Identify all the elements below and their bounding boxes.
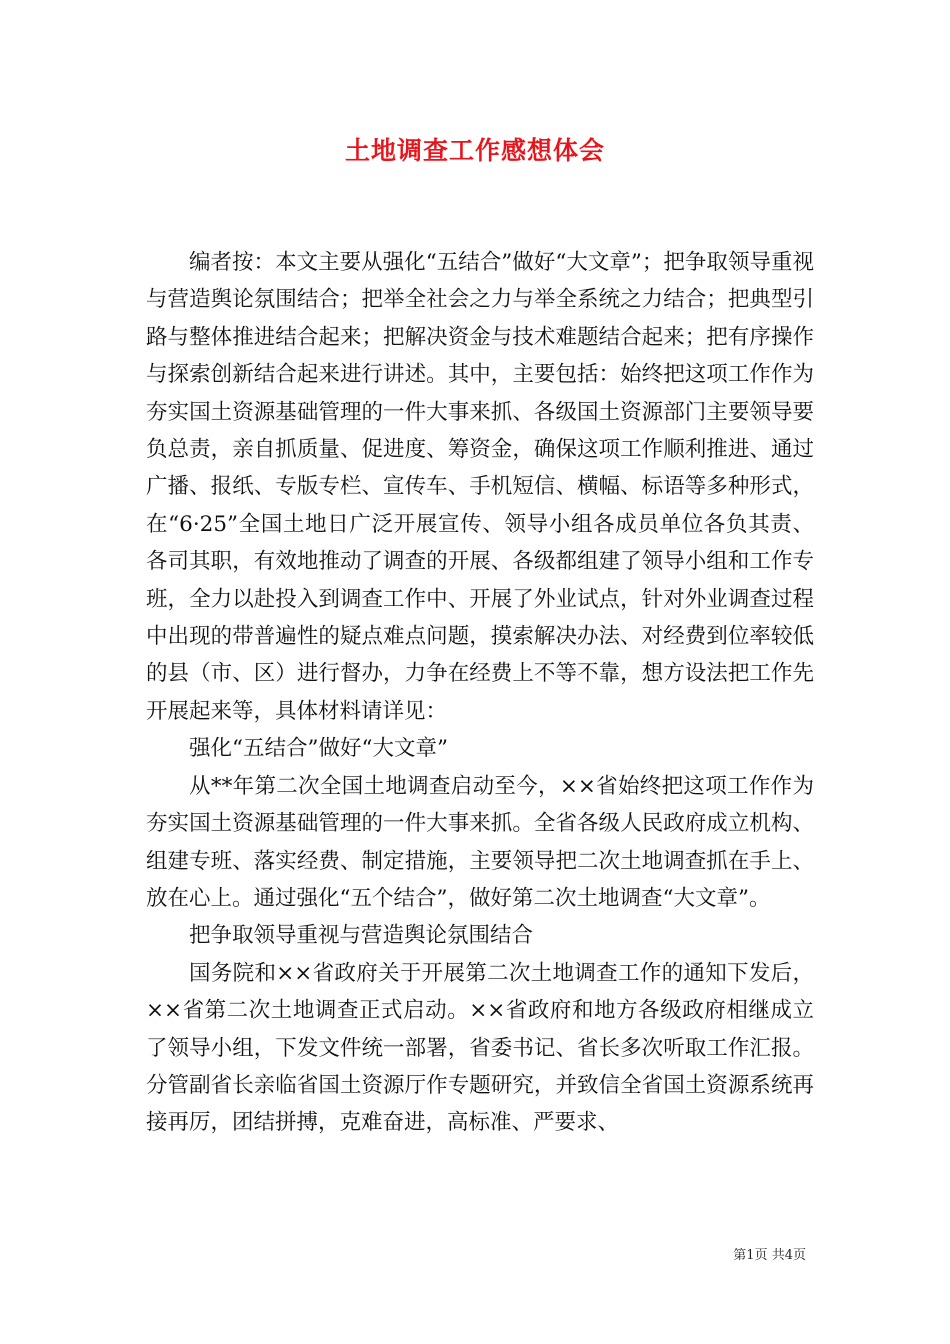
editor-note-paragraph: 编者按：本文主要从强化“五结合”做好“大文章”；把争取领导重视与营造舆论氛围结合；把举全社会之力与举全系统之力结合；把典型引路与整体推进结合起来；把解决资金与技术难题结合起来；把有序操作与探索创新结合起来进行讲述。其中，主要包括：始终把这项工作作为夯实国土资源基础管理的一件大事来抓、各级国土资源部门主要领导要负总责，亲自抓质量、促进度、筹资金，确保这项工作顺利推进、通过广播、报纸、专版专栏、宣传车、手机短信、横幅、标语等多种形式，在“6·25”全国土地日广泛开展宣传、领导小组各成员单位各负其责、各司其职，有效地推动了调查的开展、各级都组建了领导小组和工作专班，全力以赴投入到调查工作中、开展了外业试点，针对外业调查过程中出现的带普遍性的疑点难点问题，摸索解决办法、对经费到位率较低的县（市、区）进行督办，力争在经费上不等不靠，想方设法把工作先开展起来等，具体材料请详见： xyxy=(146,250,814,724)
page-number xyxy=(733,1246,806,1266)
document-title: 土地调查工作感想体会 xyxy=(344,136,605,165)
current-page: 1 xyxy=(746,1248,755,1263)
page-middle: 页 共 xyxy=(754,1248,785,1263)
body-paragraph: 国务院和××省政府关于开展第二次土地调查工作的通知下发后，××省第二次土地调查正式启动。××省政府和地方各级政府相继成立了领导小组，下发文件统一部署，省委书记、省长多次听取工作汇报。分管副省长亲临省国土资源厅作专题研究，并致信全省国土资源系统再接再厉，团结拼搏，克难奋进，高标准、严要求、 xyxy=(146,960,814,1136)
page-suffix: 页 xyxy=(792,1248,806,1263)
body-paragraph: 从**年第二次全国土地调查启动至今，××省始终把这项工作作为夯实国土资源基础管理的一件大事来抓。全省各级人民政府成立机构、组建专班、落实经费、制定措施，主要领导把二次土地调查抓在手上、放在心上。通过强化“五个结合”，做好第二次土地调查“大文章”。 xyxy=(146,773,814,911)
document-body xyxy=(146,244,814,1142)
section-heading: 强化“五结合”做好“大文章” xyxy=(189,736,448,762)
section-heading: 把争取领导重视与营造舆论氛围结合 xyxy=(189,923,534,949)
total-pages: 4 xyxy=(784,1248,793,1263)
page-prefix: 第 xyxy=(733,1248,747,1263)
